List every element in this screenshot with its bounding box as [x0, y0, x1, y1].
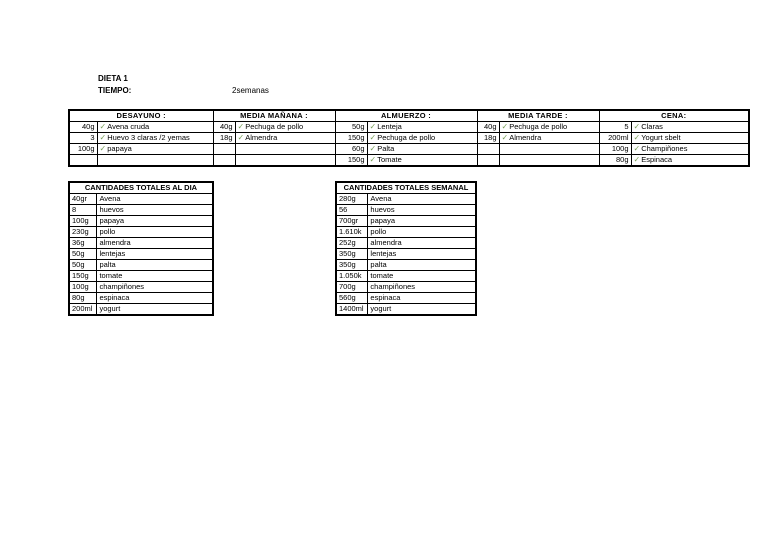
totals-quantity: 200ml: [69, 304, 97, 316]
totals-quantity: 100g: [69, 282, 97, 293]
meal-food: [97, 144, 213, 155]
meal-row: [69, 155, 749, 167]
totals-row: [69, 216, 213, 227]
check-icon: ✓: [369, 144, 377, 153]
meal-food-label: Yogurt sbelt: [641, 133, 681, 142]
meal-food-label: Pechuga de pollo: [509, 122, 568, 131]
totals-row: [69, 282, 213, 293]
meal-header: MEDIA TARDE :: [477, 110, 599, 122]
meal-food: [367, 122, 477, 133]
meal-food: [367, 133, 477, 144]
check-icon: ✓: [99, 133, 107, 142]
totals-food: papaya: [97, 216, 213, 227]
totals-food: almendra: [97, 238, 213, 249]
totals-quantity: 1.610k: [336, 227, 368, 238]
meal-header: ALMUERZO :: [335, 110, 477, 122]
check-icon: ✓: [633, 144, 641, 153]
meal-row: [69, 122, 749, 133]
meal-quantity: 60g: [335, 144, 367, 155]
totals-quantity: 40gr: [69, 194, 97, 205]
check-icon: ✓: [99, 144, 107, 153]
meal-food-label: Pechuga de pollo: [245, 122, 304, 131]
check-icon: ✓: [237, 122, 245, 131]
meal-food-label: Champiñones: [641, 144, 688, 153]
meal-food: [367, 144, 477, 155]
check-icon: ✓: [99, 122, 107, 131]
totals-row: [336, 304, 476, 316]
meal-quantity: 50g: [335, 122, 367, 133]
totals-quantity: 50g: [69, 249, 97, 260]
meal-quantity: [213, 144, 235, 155]
totals-food: Avena: [97, 194, 213, 205]
meal-food: [631, 144, 749, 155]
diet-title: DIETA 1: [98, 74, 128, 83]
meal-quantity: 100g: [599, 144, 631, 155]
time-value: 2semanas: [232, 86, 269, 95]
check-icon: ✓: [501, 122, 509, 131]
meal-food-label: Tomate: [377, 155, 402, 164]
totals-food: espinaca: [97, 293, 213, 304]
check-icon: ✓: [633, 133, 641, 142]
totals-food: palta: [368, 260, 476, 271]
meal-food-label: Espinaca: [641, 155, 673, 164]
totals-row: [69, 271, 213, 282]
totals-row: [336, 282, 476, 293]
meal-food: [499, 155, 599, 167]
totals-quantity: 1400ml: [336, 304, 368, 316]
totals-row: [336, 205, 476, 216]
meal-quantity: 18g: [477, 133, 499, 144]
totals-food: pollo: [368, 227, 476, 238]
totals-row: [69, 227, 213, 238]
meal-row: [69, 144, 749, 155]
totals-food: champiñones: [368, 282, 476, 293]
totals-quantity: 560g: [336, 293, 368, 304]
meal-food: [631, 122, 749, 133]
meal-quantity: 150g: [335, 133, 367, 144]
check-icon: ✓: [369, 133, 377, 142]
meal-food-label: Almendra: [509, 133, 542, 142]
totals-row: [336, 238, 476, 249]
meal-food: [631, 133, 749, 144]
totals-food: yogurt: [368, 304, 476, 316]
totals-quantity: 280g: [336, 194, 368, 205]
totals-food: palta: [97, 260, 213, 271]
totals-food: lentejas: [97, 249, 213, 260]
weekly-totals-table: [335, 181, 477, 316]
meal-quantity: 40g: [477, 122, 499, 133]
meal-food-label: Lenteja: [377, 122, 402, 131]
meal-food: [367, 155, 477, 167]
totals-food: papaya: [368, 216, 476, 227]
meal-food: [97, 133, 213, 144]
totals-quantity: 700gr: [336, 216, 368, 227]
meal-food: [499, 133, 599, 144]
meal-food: [97, 155, 213, 167]
totals-food: tomate: [368, 271, 476, 282]
meal-header: MEDIA MAÑANA :: [213, 110, 335, 122]
meal-food-label: Palta: [377, 144, 395, 153]
meal-header: CENA:: [599, 110, 749, 122]
totals-quantity: 36g: [69, 238, 97, 249]
meal-quantity: 200ml: [599, 133, 631, 144]
totals-quantity: 230g: [69, 227, 97, 238]
totals-quantity: 50g: [69, 260, 97, 271]
meal-quantity: 150g: [335, 155, 367, 167]
totals-food: champiñones: [97, 282, 213, 293]
meal-quantity: 80g: [599, 155, 631, 167]
totals-food: lentejas: [368, 249, 476, 260]
totals-food: yogurt: [97, 304, 213, 316]
meal-quantity: [213, 155, 235, 167]
meal-food-label: Pechuga de pollo: [377, 133, 436, 142]
totals-quantity: 1.050k: [336, 271, 368, 282]
totals-quantity: 100g: [69, 216, 97, 227]
totals-quantity: 56: [336, 205, 368, 216]
totals-quantity: 150g: [69, 271, 97, 282]
check-icon: ✓: [501, 133, 509, 142]
totals-row: [69, 238, 213, 249]
meals-table: [68, 109, 750, 167]
meal-quantity: 18g: [213, 133, 235, 144]
time-label: TIEMPO:: [98, 86, 132, 95]
meal-quantity: 40g: [213, 122, 235, 133]
meal-quantity: 100g: [69, 144, 97, 155]
totals-quantity: 252g: [336, 238, 368, 249]
meal-food: [235, 122, 335, 133]
totals-row: [336, 227, 476, 238]
totals-row: [336, 293, 476, 304]
totals-row: [69, 293, 213, 304]
totals-row: [69, 194, 213, 205]
totals-quantity: 700g: [336, 282, 368, 293]
meal-food: [631, 155, 749, 167]
meal-food: [499, 144, 599, 155]
totals-quantity: 8: [69, 205, 97, 216]
totals-row: [336, 260, 476, 271]
meal-food-label: papaya: [107, 144, 132, 153]
totals-row: [336, 216, 476, 227]
totals-food: tomate: [97, 271, 213, 282]
meal-quantity: [477, 155, 499, 167]
totals-food: huevos: [97, 205, 213, 216]
totals-row: [69, 249, 213, 260]
totals-quantity: 350g: [336, 260, 368, 271]
meal-quantity: 3: [69, 133, 97, 144]
totals-food: pollo: [97, 227, 213, 238]
totals-quantity: 350g: [336, 249, 368, 260]
meal-quantity: [477, 144, 499, 155]
check-icon: ✓: [237, 133, 245, 142]
totals-row: [69, 205, 213, 216]
totals-food: huevos: [368, 205, 476, 216]
totals-food: Avena: [368, 194, 476, 205]
meal-food-label: Huevo 3 claras /2 yemas: [107, 133, 190, 142]
meal-food-label: Almendra: [245, 133, 278, 142]
meal-quantity: [69, 155, 97, 167]
totals-food: almendra: [368, 238, 476, 249]
meal-food: [97, 122, 213, 133]
meal-row: [69, 133, 749, 144]
totals-quantity: 80g: [69, 293, 97, 304]
meal-food: [235, 133, 335, 144]
check-icon: ✓: [633, 122, 641, 131]
daily-totals-table: [68, 181, 214, 316]
meal-quantity: 40g: [69, 122, 97, 133]
daily-totals-title: CANTIDADES TOTALES AL DIA: [69, 182, 213, 194]
totals-food: espinaca: [368, 293, 476, 304]
meal-food: [499, 122, 599, 133]
meal-food: [235, 144, 335, 155]
totals-row: [69, 260, 213, 271]
totals-row: [336, 249, 476, 260]
meal-header: DESAYUNO :: [69, 110, 213, 122]
check-icon: ✓: [369, 155, 377, 164]
meal-food: [235, 155, 335, 167]
totals-row: [336, 194, 476, 205]
weekly-totals-title: CANTIDADES TOTALES SEMANAL: [336, 182, 476, 194]
check-icon: ✓: [369, 122, 377, 131]
totals-row: [69, 304, 213, 316]
totals-row: [336, 271, 476, 282]
meal-food-label: Avena cruda: [107, 122, 150, 131]
check-icon: ✓: [633, 155, 641, 164]
meal-food-label: Claras: [641, 122, 663, 131]
meal-quantity: 5: [599, 122, 631, 133]
